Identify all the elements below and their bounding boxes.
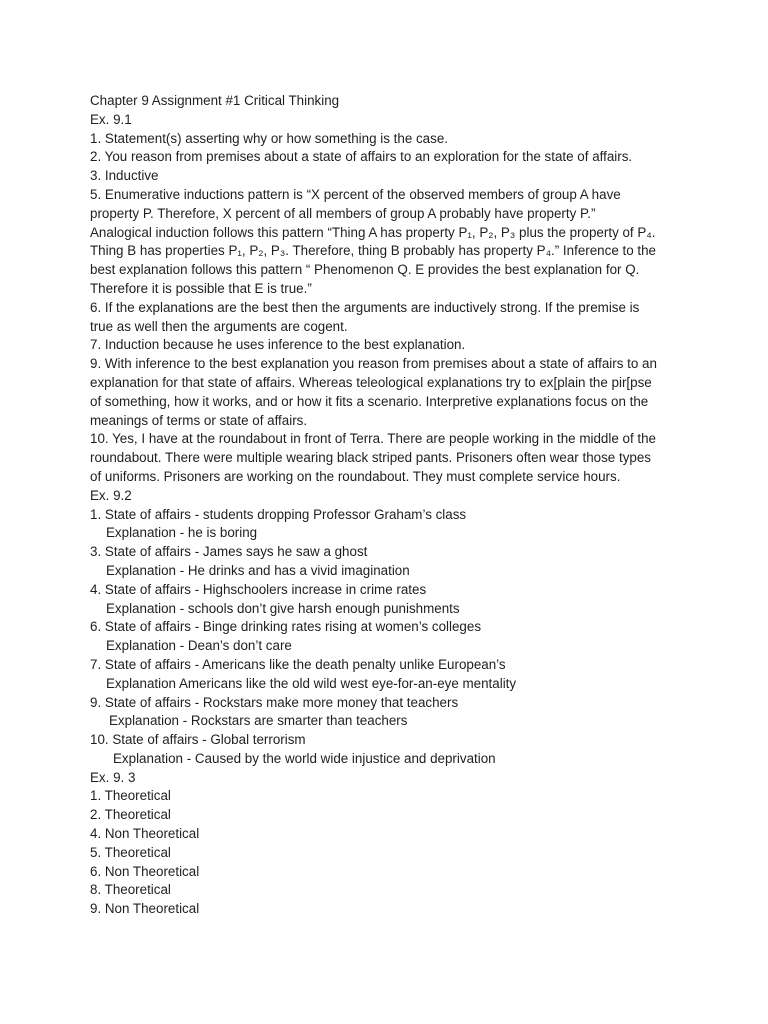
state-of-affairs-line: 3. State of affairs - James says he saw a ghost [90,544,368,560]
explanation-line: Explanation - Dean’s don’t care [106,638,292,654]
answer-line: 7. Induction because he uses inference to the best explanation. [90,337,466,353]
state-of-affairs-line: 6. State of affairs - Binge drinking rates rising at women’s colleges [90,619,482,635]
section-heading-ex-9-3: Ex. 9. 3 [90,769,136,785]
classification-line: 6. Non Theoretical [90,863,200,879]
classification-line: 2. Theoretical [90,807,171,823]
answer-line: property P. Therefore, X percent of all members of group A probably have property P.” [90,205,596,221]
classification-line: 8. Theoretical [90,882,171,898]
classification-line: 4. Non Theoretical [90,826,200,842]
explanation-line: Explanation - schools don’t give harsh enough punishments [106,600,460,616]
state-of-affairs-line: 7. State of affairs - Americans like the death penalty unlike European’s [90,656,506,672]
answer-line: of something, how it works, and or how it fits a scenario. Interpretive explanations focus on the [90,393,649,409]
answer-line: Thing B has properties P₁, P₂, P₃. Therefore, thing B probably has property P₄.” Inference to the [90,243,656,259]
answer-line: 3. Inductive [90,168,159,184]
state-of-affairs-line: 10. State of affairs - Global terrorism [90,732,306,748]
answer-line: Therefore it is possible that E is true.” [90,280,312,296]
answer-line: explanation for that state of affairs. Whereas teleological explanations try to ex[plain the pir[pse [90,374,652,390]
answer-line: of uniforms. Prisoners are working on the roundabout. They must complete service hours. [90,468,621,484]
answer-line: 2. You reason from premises about a state of affairs to an exploration for the state of affairs. [90,149,633,165]
section-heading-ex-9-1: Ex. 9.1 [90,111,132,127]
state-of-affairs-line: 1. State of affairs - students dropping Professor Graham’s class [90,506,467,522]
classification-line: 1. Theoretical [90,788,171,804]
answer-line: true as well then the arguments are cogent. [90,318,348,334]
answer-line: 6. If the explanations are the best then the arguments are inductively strong. If the premise is [90,299,640,315]
answer-line: roundabout. There were multiple wearing black striped pants. Prisoners often wear those types [90,450,651,466]
explanation-line: Explanation - Rockstars are smarter than teachers [109,713,408,729]
explanation-line: Explanation - Caused by the world wide injustice and deprivation [113,750,496,766]
answer-line: 1. Statement(s) asserting why or how something is the case. [90,130,448,146]
page-title: Chapter 9 Assignment #1 Critical Thinking [90,93,340,108]
explanation-line: Explanation - He drinks and has a vivid imagination [106,562,410,578]
answer-line: 10. Yes, I have at the roundabout in front of Terra. There are people working in the middle of the [90,431,657,447]
document-body [90,92,690,919]
state-of-affairs-line: 4. State of affairs - Highschoolers increase in crime rates [90,581,427,597]
explanation-line: Explanation Americans like the old wild west eye-for-an-eye mentality [106,675,517,691]
answer-line: best explanation follows this pattern “ Phenomenon Q. E provides the best explanation for Q. [90,262,640,278]
classification-line: 5. Theoretical [90,844,171,860]
answer-line: 9. With inference to the best explanation you reason from premises about a state of affairs to an [90,356,657,372]
explanation-line: Explanation - he is boring [106,525,258,541]
classification-line: 9. Non Theoretical [90,901,200,917]
answer-line: Analogical induction follows this pattern “Thing A has property P₁, P₂, P₃ plus the property of P₄. [90,224,656,240]
state-of-affairs-line: 9. State of affairs - Rockstars make more money that teachers [90,694,459,710]
answer-line: 5. Enumerative inductions pattern is “X percent of the observed members of group A have [90,186,621,202]
section-heading-ex-9-2: Ex. 9.2 [90,487,132,503]
answer-line: meanings of terms or state of affairs. [90,412,308,428]
